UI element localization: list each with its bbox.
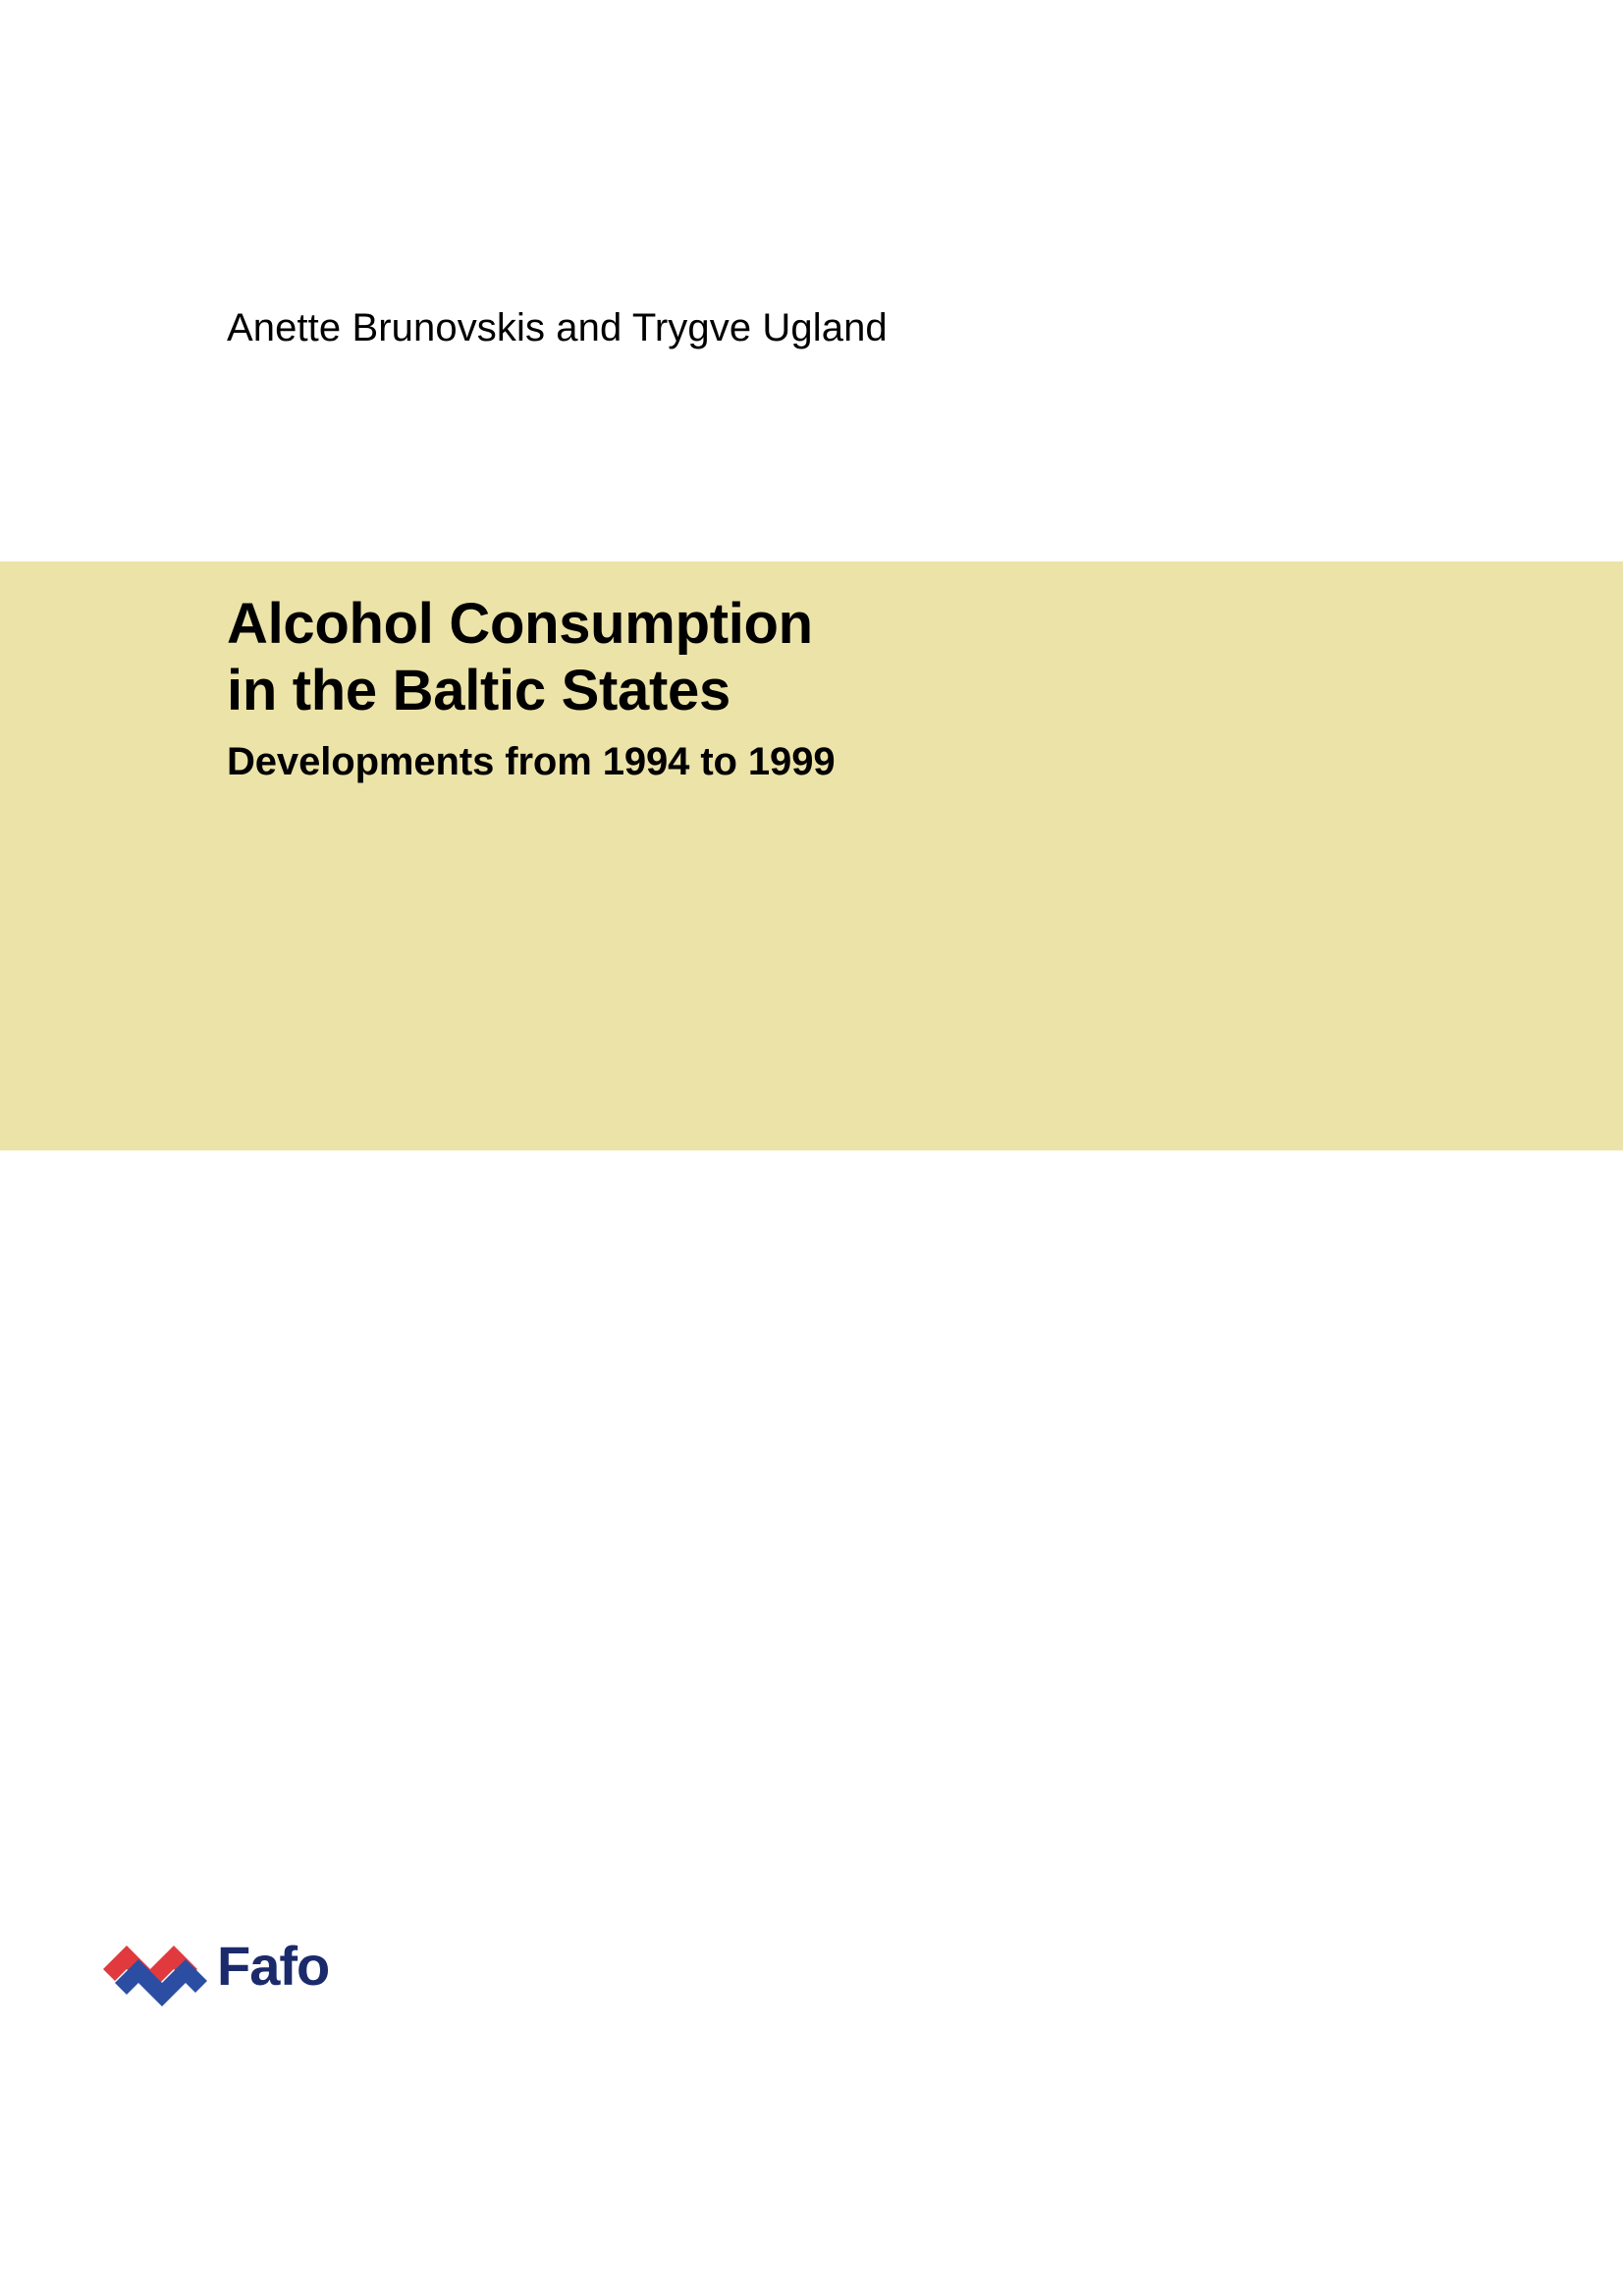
title-band xyxy=(0,561,1623,1150)
publisher-wordmark: Fafo xyxy=(217,1935,330,1997)
fafo-chevron-logo-icon xyxy=(101,1932,209,2010)
publisher-logo xyxy=(101,1924,396,2022)
authors-line: Anette Brunovskis and Trygve Ugland xyxy=(227,306,888,349)
title-block xyxy=(227,591,1307,785)
document-title-line-1: Alcohol Consumption xyxy=(227,592,813,656)
document-subtitle: Developments from 1994 to 1999 xyxy=(227,739,836,783)
document-title-line-2: in the Baltic States xyxy=(227,658,730,722)
